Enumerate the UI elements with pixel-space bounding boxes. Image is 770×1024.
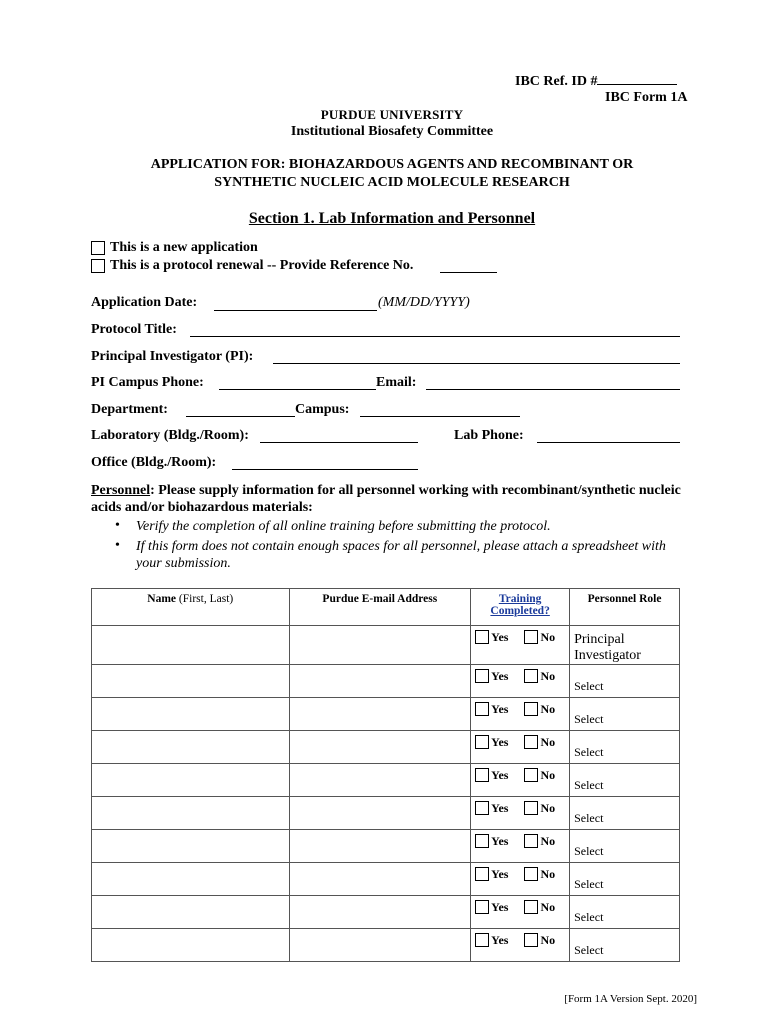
name-cell[interactable] <box>92 896 290 929</box>
training-cell <box>471 863 570 896</box>
role-value: Select <box>574 712 604 726</box>
role-value: Select <box>574 910 604 924</box>
department-label: Department: <box>91 402 168 417</box>
table-row <box>92 896 680 929</box>
name-cell[interactable] <box>92 863 290 896</box>
campus-field[interactable] <box>360 416 520 417</box>
personnel-instructions <box>91 482 691 516</box>
training-cell <box>471 896 570 929</box>
training-cell <box>471 626 570 665</box>
lab-phone-label: Lab Phone: <box>454 428 524 443</box>
yes-checkbox[interactable] <box>475 630 489 644</box>
role-select[interactable] <box>570 830 680 863</box>
no-label: No <box>540 900 556 914</box>
table-row <box>92 929 680 962</box>
table-row <box>92 626 680 665</box>
table-row <box>92 863 680 896</box>
role-select[interactable] <box>570 863 680 896</box>
no-label: No <box>540 801 556 815</box>
yes-checkbox[interactable] <box>475 834 489 848</box>
yes-checkbox[interactable] <box>475 867 489 881</box>
office-field[interactable] <box>232 469 418 470</box>
role-value: Select <box>574 745 604 759</box>
no-label: No <box>540 669 556 683</box>
yes-label: Yes <box>491 630 509 644</box>
ibc-ref-id-field[interactable] <box>597 72 677 85</box>
date-format-hint: (MM/DD/YYYY) <box>378 295 470 310</box>
ibc-ref-id <box>515 72 677 90</box>
new-application-checkbox[interactable] <box>91 241 105 255</box>
laboratory-label: Laboratory (Bldg./Room): <box>91 428 249 443</box>
no-checkbox[interactable] <box>524 900 538 914</box>
no-label: No <box>540 702 556 716</box>
table-row <box>92 731 680 764</box>
role-value: Select <box>574 877 604 891</box>
training-link[interactable]: Training Completed? <box>490 593 550 617</box>
yes-label: Yes <box>491 768 509 782</box>
training-cell <box>471 731 570 764</box>
role-select[interactable] <box>570 698 680 731</box>
pi-phone-label: PI Campus Phone: <box>91 375 204 390</box>
email-cell[interactable] <box>289 731 471 764</box>
yes-label: Yes <box>491 801 509 815</box>
role-column-header: Personnel Role <box>570 589 680 626</box>
role-select[interactable] <box>570 626 680 665</box>
protocol-title-field[interactable] <box>190 336 680 337</box>
name-cell[interactable] <box>92 929 290 962</box>
application-date-label: Application Date: <box>91 295 198 310</box>
ibc-ref-id-label: IBC Ref. ID # <box>515 74 598 89</box>
laboratory-field[interactable] <box>260 442 418 443</box>
email-cell[interactable] <box>289 797 471 830</box>
email-cell[interactable] <box>289 764 471 797</box>
table-row <box>92 665 680 698</box>
no-checkbox[interactable] <box>524 735 538 749</box>
renewal-checkbox[interactable] <box>91 259 105 273</box>
name-cell[interactable] <box>92 830 290 863</box>
training-column-header[interactable] <box>471 589 570 626</box>
yes-checkbox[interactable] <box>475 933 489 947</box>
new-application-option[interactable] <box>91 240 258 256</box>
application-title-line1: APPLICATION FOR: BIOHAZARDOUS AGENTS AND RECOMBINANT OR <box>150 157 634 172</box>
application-title-line2: SYNTHETIC NUCLEIC ACID MOLECULE RESEARCH <box>214 175 570 190</box>
application-date-field[interactable] <box>214 310 377 311</box>
protocol-title-label: Protocol Title: <box>91 322 177 337</box>
email-cell[interactable] <box>289 929 471 962</box>
no-label: No <box>540 834 556 848</box>
yes-label: Yes <box>491 933 509 947</box>
new-application-label: This is a new application <box>110 240 258 255</box>
training-cell <box>471 665 570 698</box>
yes-label: Yes <box>491 735 509 749</box>
name-cell[interactable] <box>92 797 290 830</box>
table-row <box>92 830 680 863</box>
lab-phone-field[interactable] <box>537 442 680 443</box>
no-checkbox[interactable] <box>524 630 538 644</box>
no-checkbox[interactable] <box>524 768 538 782</box>
yes-label: Yes <box>491 702 509 716</box>
email-column-header: Purdue E-mail Address <box>289 589 471 626</box>
email-label: Email: <box>376 375 417 390</box>
campus-label: Campus: <box>295 402 350 417</box>
yes-checkbox[interactable] <box>475 702 489 716</box>
email-cell[interactable] <box>289 626 471 665</box>
training-cell <box>471 929 570 962</box>
no-label: No <box>540 933 556 947</box>
email-cell[interactable] <box>289 863 471 896</box>
name-cell[interactable] <box>92 731 290 764</box>
yes-checkbox[interactable] <box>475 735 489 749</box>
role-select[interactable] <box>570 797 680 830</box>
bullet-icon: • <box>115 538 120 553</box>
application-title <box>0 156 770 192</box>
training-cell <box>471 764 570 797</box>
office-label: Office (Bldg./Room): <box>91 455 217 470</box>
spreadsheet-note: If this form does not contain enough spaces for all personnel, please attach a spreadsheet with your submission. <box>136 539 666 571</box>
no-checkbox[interactable] <box>524 801 538 815</box>
no-label: No <box>540 630 556 644</box>
table-row <box>92 797 680 830</box>
yes-label: Yes <box>491 834 509 848</box>
role-value: Select <box>574 811 604 825</box>
role-select[interactable] <box>570 929 680 962</box>
no-checkbox[interactable] <box>524 834 538 848</box>
role-value: Select <box>574 778 604 792</box>
yes-label: Yes <box>491 669 509 683</box>
yes-checkbox[interactable] <box>475 900 489 914</box>
name-cell[interactable] <box>92 764 290 797</box>
training-cell <box>471 698 570 731</box>
table-row <box>92 764 680 797</box>
renewal-reference-field[interactable] <box>440 272 497 273</box>
renewal-label: This is a protocol renewal -- Provide Reference No. <box>110 258 414 273</box>
no-checkbox[interactable] <box>524 933 538 947</box>
email-cell[interactable] <box>289 698 471 731</box>
form-version: [Form 1A Version Sept. 2020] <box>564 993 697 1005</box>
yes-checkbox[interactable] <box>475 768 489 782</box>
training-note: Verify the completion of all online training before submitting the protocol. <box>136 519 551 534</box>
yes-label: Yes <box>491 867 509 881</box>
no-checkbox[interactable] <box>524 867 538 881</box>
form-name: IBC Form 1A <box>605 90 688 105</box>
yes-checkbox[interactable] <box>475 801 489 815</box>
no-label: No <box>540 867 556 881</box>
role-select[interactable] <box>570 764 680 797</box>
name-cell[interactable] <box>92 665 290 698</box>
pi-phone-field[interactable] <box>219 389 376 390</box>
personnel-intro: : Please supply information for all personnel working with recombinant/synthetic nucleic acids and/or biohazardous materials: <box>91 483 681 515</box>
role-value: Select <box>574 844 604 858</box>
no-checkbox[interactable] <box>524 669 538 683</box>
name-cell[interactable] <box>92 626 290 665</box>
name-cell[interactable] <box>92 698 290 731</box>
personnel-heading: Personnel <box>91 483 151 498</box>
email-cell[interactable] <box>289 830 471 863</box>
committee-name: Institutional Biosafety Committee <box>290 124 494 139</box>
pi-label: Principal Investigator (PI): <box>91 349 254 364</box>
role-value: Select <box>574 679 604 693</box>
no-label: No <box>540 735 556 749</box>
yes-checkbox[interactable] <box>475 669 489 683</box>
role-select[interactable] <box>570 896 680 929</box>
email-cell[interactable] <box>289 665 471 698</box>
training-cell <box>471 830 570 863</box>
role-select[interactable] <box>570 665 680 698</box>
university-name: PURDUE UNIVERSITY <box>320 107 464 122</box>
table-header-row <box>92 589 680 626</box>
no-checkbox[interactable] <box>524 702 538 716</box>
department-field[interactable] <box>186 416 295 417</box>
yes-label: Yes <box>491 900 509 914</box>
table-row <box>92 698 680 731</box>
personnel-table <box>91 588 680 962</box>
role-value: Select <box>574 943 604 957</box>
email-field[interactable] <box>426 389 680 390</box>
renewal-option[interactable] <box>91 258 413 274</box>
role-select[interactable] <box>570 731 680 764</box>
pi-field[interactable] <box>273 363 680 364</box>
role-value: Principal Investigator <box>574 632 641 663</box>
no-label: No <box>540 768 556 782</box>
bullet-icon: • <box>115 518 120 533</box>
email-cell[interactable] <box>289 896 471 929</box>
name-column-header: Name (First, Last) <box>92 589 290 626</box>
section-title: Section 1. Lab Information and Personnel <box>248 210 536 227</box>
training-cell <box>471 797 570 830</box>
